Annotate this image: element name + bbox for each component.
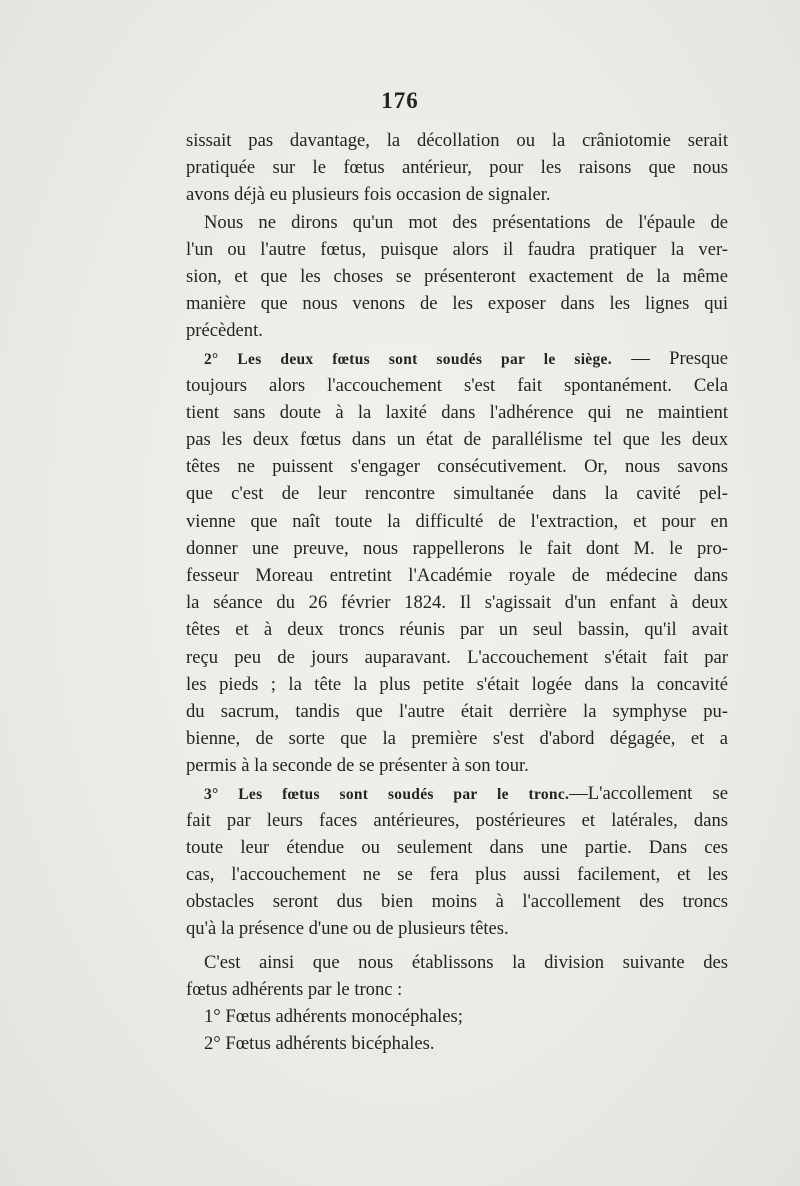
text-line: pratiquée sur le fœtus antérieur, pour les raisons que nous <box>186 157 728 179</box>
section-2-first-line-rest: — Presque <box>611 347 728 369</box>
text-line: toute leur étendue ou seulement dans une partie. Dans ces <box>186 836 728 858</box>
section-2-heading: 2° Les deux fœtus sont soudés par le siège. <box>204 350 612 368</box>
text-line: sion, et que les choses se présenteront exactement de la même <box>186 265 728 287</box>
text-line: manière que nous venons de les exposer dans les lignes qui <box>186 293 728 315</box>
section-3-heading: 3° Les fœtus sont soudés par le tronc. <box>204 785 570 803</box>
text-line: du sacrum, tandis que l'autre était derrière la symphyse pu- <box>186 700 728 722</box>
text-line: permis à la seconde de se présenter à son tour. <box>186 755 529 777</box>
text-line: avons déjà eu plusieurs fois occasion de signaler. <box>186 184 551 206</box>
section-2-first-line <box>186 345 728 372</box>
text-line: pas les deux fœtus dans un état de parallélisme tel que les deux <box>186 429 728 451</box>
text-line: tient sans doute à la laxité dans l'adhérence qui ne maintient <box>186 401 728 423</box>
text-line: toujours alors l'accouchement s'est fait spontanément. Cela <box>186 374 728 396</box>
text-line: têtes et à deux troncs réunis par un seul bassin, qu'il avait <box>186 619 728 641</box>
body-text <box>186 127 728 1057</box>
text-line: que c'est de leur rencontre simultanée dans la cavité pel- <box>186 483 728 505</box>
text-line: précèdent. <box>186 320 263 342</box>
text-line: qu'à la présence d'une ou de plusieurs têtes. <box>186 918 509 940</box>
page-number: 176 <box>381 88 419 113</box>
text-line: cas, l'accouchement ne se fera plus aussi facilement, et les <box>186 864 728 886</box>
text-line: l'un ou l'autre fœtus, puisque alors il faudra pratiquer la ver- <box>186 238 728 260</box>
text-line: Nous ne dirons qu'un mot des présentations de l'épaule de <box>204 211 728 233</box>
text-line: bienne, de sorte que la première s'est d'abord dégagée, et a <box>186 728 728 750</box>
text-line: la séance du 26 février 1824. Il s'agissait d'un enfant à deux <box>186 592 728 614</box>
text-line: têtes ne puissent s'engager consécutivement. Or, nous savons <box>186 456 728 478</box>
text-line: fait par leurs faces antérieures, postérieures et latérales, dans <box>186 809 728 831</box>
text-line: reçu peu de jours auparavant. L'accouchement s'était fait par <box>186 646 728 668</box>
text-line: les pieds ; la tête la plus petite s'était logée dans la concavité <box>186 673 728 695</box>
list-item: 1° Fœtus adhérents monocéphales; <box>204 1006 463 1027</box>
text-line: vienne que naît toute la difficulté de l'extraction, et pour en <box>186 510 728 532</box>
text-line: sissait pas davantage, la décollation ou la crâniotomie serait <box>186 130 728 151</box>
text-line: donner une preuve, nous rappellerons le fait dont M. le pro- <box>186 537 728 559</box>
text-line: fœtus adhérents par le tronc : <box>186 978 403 1000</box>
section-3-first-line-rest: —L'accollement se <box>569 782 728 804</box>
text-line: C'est ainsi que nous établissons la division suivante des <box>204 951 728 973</box>
text-line: fesseur Moreau entretint l'Académie royale de médecine dans <box>186 565 728 586</box>
text-line: obstacles seront dus bien moins à l'accollement des troncs <box>186 891 728 913</box>
list-item: 2° Fœtus adhérents bicéphales. <box>204 1033 435 1055</box>
section-3-first-line <box>186 780 728 807</box>
